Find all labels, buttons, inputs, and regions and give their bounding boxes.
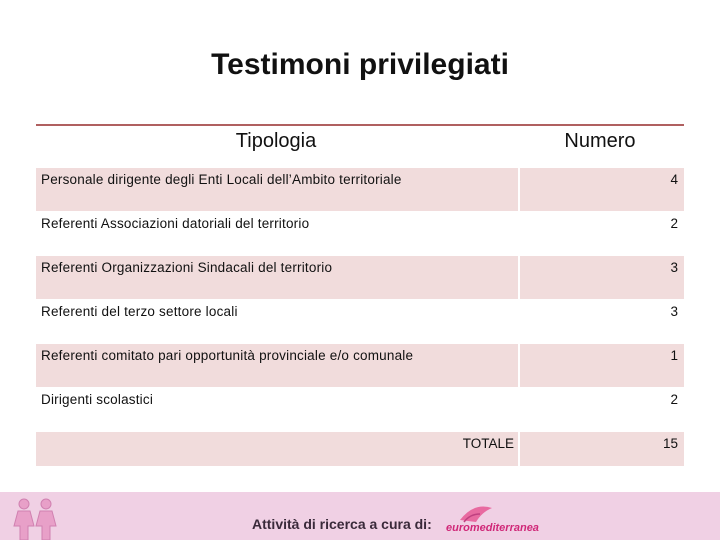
euromediterranea-logo-icon bbox=[440, 500, 536, 540]
header-numero: Numero bbox=[564, 130, 636, 152]
row-value: 1 bbox=[670, 348, 678, 363]
row-value: 2 bbox=[670, 216, 678, 231]
table-row bbox=[36, 168, 684, 212]
row-value: 4 bbox=[670, 172, 678, 187]
table-row bbox=[36, 256, 684, 300]
cell-divider bbox=[518, 256, 520, 299]
table-row bbox=[36, 388, 684, 432]
row-label: Personale dirigente degli Enti Locali dell’Ambito territoriale bbox=[41, 172, 402, 187]
table-header bbox=[36, 124, 684, 168]
table-row bbox=[36, 300, 684, 344]
row-label: Referenti del terzo settore locali bbox=[41, 304, 238, 319]
women-silhouettes-icon bbox=[10, 496, 62, 540]
total-label: TOTALE bbox=[462, 436, 514, 451]
row-value: 2 bbox=[670, 392, 678, 407]
row-label: Referenti Associazioni datoriali del territorio bbox=[41, 216, 310, 231]
footer-banner bbox=[0, 492, 720, 540]
logo-text: euromediterranea bbox=[446, 522, 539, 534]
cell-divider bbox=[518, 168, 520, 211]
row-value: 3 bbox=[670, 304, 678, 319]
row-label: Dirigenti scolastici bbox=[41, 392, 154, 407]
cell-divider bbox=[518, 432, 520, 466]
header-tipologia: Tipologia bbox=[235, 130, 317, 152]
table-row bbox=[36, 344, 684, 388]
row-label: Referenti Organizzazioni Sindacali del territorio bbox=[41, 260, 333, 275]
row-label: Referenti comitato pari opportunità provinciale e/o comunale bbox=[41, 348, 414, 363]
total-row bbox=[36, 432, 684, 467]
total-value: 15 bbox=[662, 436, 678, 451]
data-table bbox=[36, 124, 684, 467]
cell-divider bbox=[518, 344, 520, 387]
table-row bbox=[36, 212, 684, 256]
footer-credit-text: Attività di ricerca a cura di: bbox=[252, 516, 432, 532]
row-value: 3 bbox=[670, 260, 678, 275]
page-title: Testimoni privilegiati bbox=[211, 48, 509, 81]
